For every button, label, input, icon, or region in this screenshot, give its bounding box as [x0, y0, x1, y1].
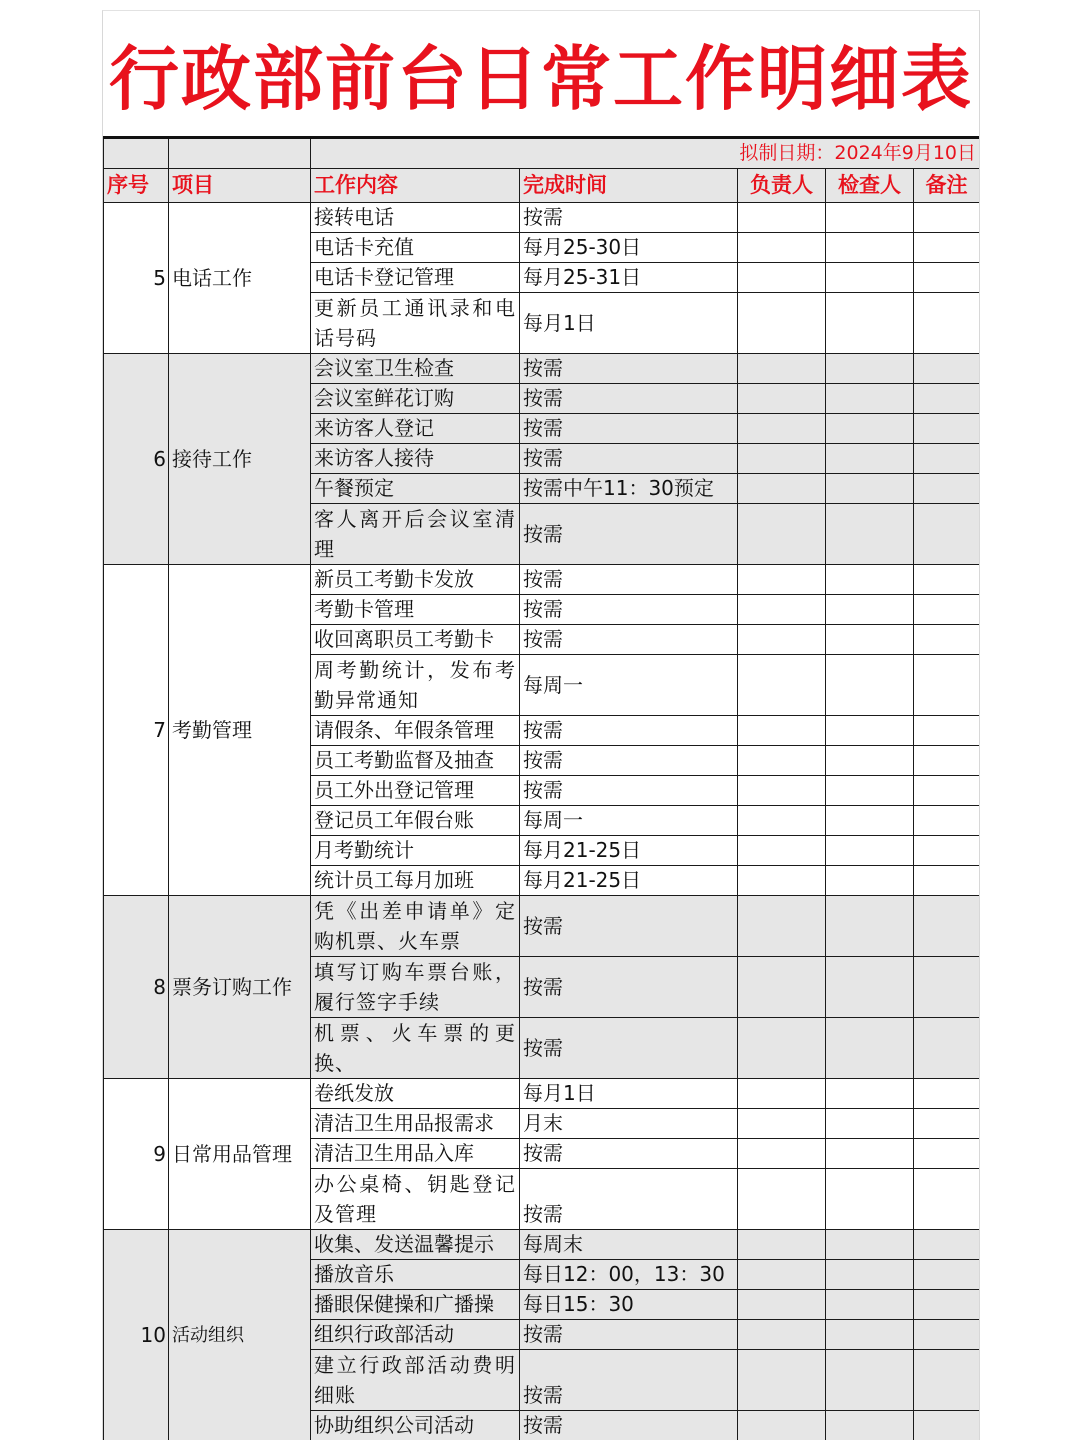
- group-name: 票务订购工作: [169, 896, 311, 1079]
- owner-cell: [738, 746, 826, 776]
- work-content-cell: 电话卡充值: [311, 233, 520, 263]
- note-cell: [914, 776, 980, 806]
- work-content-cell: 收集、发送温馨提示: [311, 1230, 520, 1260]
- note-cell: [914, 1109, 980, 1139]
- owner-cell: [738, 655, 826, 716]
- owner-cell: [738, 565, 826, 595]
- table-row: [104, 565, 980, 595]
- checker-cell: [826, 1018, 914, 1079]
- group-name: 活动组织: [169, 1230, 311, 1440]
- note-cell: [914, 203, 980, 233]
- note-cell: [914, 233, 980, 263]
- checker-cell: [826, 414, 914, 444]
- note-cell: [914, 384, 980, 414]
- checker-cell: [826, 1230, 914, 1260]
- group-seq: 8: [104, 896, 169, 1079]
- note-cell: [914, 1260, 980, 1290]
- blank-cell: [169, 138, 311, 169]
- completion-time-cell: 每月21-25日: [520, 836, 738, 866]
- completion-time-cell: 按需: [520, 414, 738, 444]
- checker-cell: [826, 384, 914, 414]
- work-content-cell: 客人离开后会议室清理: [311, 504, 520, 565]
- work-content-cell: 清洁卫生用品入库: [311, 1139, 520, 1169]
- checker-cell: [826, 203, 914, 233]
- checker-cell: [826, 625, 914, 655]
- group-seq: 10: [104, 1230, 169, 1440]
- checker-cell: [826, 293, 914, 354]
- work-content-cell: 新员工考勤卡发放: [311, 565, 520, 595]
- note-cell: [914, 1139, 980, 1169]
- completion-time-cell: 按需: [520, 354, 738, 384]
- completion-time-cell: 按需: [520, 746, 738, 776]
- owner-cell: [738, 1260, 826, 1290]
- completion-time-cell: 按需: [520, 625, 738, 655]
- work-content-cell: 考勤卡管理: [311, 595, 520, 625]
- table-row: [104, 1079, 980, 1109]
- note-cell: [914, 625, 980, 655]
- header-checker: 检查人: [826, 169, 914, 203]
- work-content-cell: 来访客人接待: [311, 444, 520, 474]
- checker-cell: [826, 474, 914, 504]
- checker-cell: [826, 866, 914, 896]
- checker-cell: [826, 565, 914, 595]
- completion-time-cell: 按需: [520, 716, 738, 746]
- owner-cell: [738, 444, 826, 474]
- completion-time-cell: 按需: [520, 1411, 738, 1440]
- owner-cell: [738, 836, 826, 866]
- checker-cell: [826, 354, 914, 384]
- work-content-cell: 登记员工年假台账: [311, 806, 520, 836]
- owner-cell: [738, 776, 826, 806]
- work-content-cell: 来访客人登记: [311, 414, 520, 444]
- note-cell: [914, 836, 980, 866]
- work-content-cell: 请假条、年假条管理: [311, 716, 520, 746]
- page-title: 行政部前台日常工作明细表: [103, 11, 979, 136]
- completion-time-cell: 每月21-25日: [520, 866, 738, 896]
- checker-cell: [826, 655, 914, 716]
- note-cell: [914, 474, 980, 504]
- note-cell: [914, 504, 980, 565]
- work-table: [103, 136, 980, 1440]
- work-content-cell: 收回离职员工考勤卡: [311, 625, 520, 655]
- group-name: 接待工作: [169, 354, 311, 565]
- completion-time-cell: 每日15：30: [520, 1290, 738, 1320]
- checker-cell: [826, 896, 914, 957]
- note-cell: [914, 1018, 980, 1079]
- header-content: 工作内容: [311, 169, 520, 203]
- completion-time-cell: 按需: [520, 595, 738, 625]
- work-content-cell: 月考勤统计: [311, 836, 520, 866]
- completion-time-cell: 按需: [520, 776, 738, 806]
- note-cell: [914, 716, 980, 746]
- completion-time-cell: 每周末: [520, 1230, 738, 1260]
- completion-time-cell: 按需: [520, 957, 738, 1018]
- owner-cell: [738, 716, 826, 746]
- table-row: [104, 354, 980, 384]
- owner-cell: [738, 1079, 826, 1109]
- owner-cell: [738, 1411, 826, 1440]
- checker-cell: [826, 1139, 914, 1169]
- work-content-cell: 组织行政部活动: [311, 1320, 520, 1350]
- completion-time-cell: 每月25-30日: [520, 233, 738, 263]
- table-row: [104, 1230, 980, 1260]
- owner-cell: [738, 504, 826, 565]
- blank-cell: [104, 138, 169, 169]
- note-cell: [914, 1411, 980, 1440]
- work-content-cell: 接转电话: [311, 203, 520, 233]
- completion-time-cell: 每月1日: [520, 1079, 738, 1109]
- completion-time-cell: 按需: [520, 384, 738, 414]
- work-content-cell: 更新员工通讯录和电话号码: [311, 293, 520, 354]
- owner-cell: [738, 414, 826, 444]
- note-cell: [914, 1230, 980, 1260]
- owner-cell: [738, 263, 826, 293]
- note-cell: [914, 1320, 980, 1350]
- owner-cell: [738, 1169, 826, 1230]
- checker-cell: [826, 1169, 914, 1230]
- completion-time-cell: 按需: [520, 565, 738, 595]
- note-cell: [914, 293, 980, 354]
- completion-time-cell: 按需: [520, 896, 738, 957]
- note-cell: [914, 866, 980, 896]
- completion-time-cell: 按需: [520, 1169, 738, 1230]
- owner-cell: [738, 233, 826, 263]
- work-content-cell: 会议室卫生检查: [311, 354, 520, 384]
- owner-cell: [738, 1320, 826, 1350]
- completion-time-cell: 按需: [520, 504, 738, 565]
- note-cell: [914, 595, 980, 625]
- group-name: 考勤管理: [169, 565, 311, 896]
- owner-cell: [738, 595, 826, 625]
- group-name: 电话工作: [169, 203, 311, 354]
- checker-cell: [826, 504, 914, 565]
- checker-cell: [826, 957, 914, 1018]
- completion-time-cell: 按需: [520, 1018, 738, 1079]
- group-seq: 9: [104, 1079, 169, 1230]
- group-name: 日常用品管理: [169, 1079, 311, 1230]
- owner-cell: [738, 1290, 826, 1320]
- group-seq: 5: [104, 203, 169, 354]
- checker-cell: [826, 1260, 914, 1290]
- work-content-cell: 周考勤统计，发布考勤异常通知: [311, 655, 520, 716]
- work-content-cell: 播放音乐: [311, 1260, 520, 1290]
- checker-cell: [826, 1411, 914, 1440]
- work-content-cell: 凭《出差申请单》定购机票、火车票: [311, 896, 520, 957]
- header-item: 项目: [169, 169, 311, 203]
- checker-cell: [826, 746, 914, 776]
- work-content-cell: 清洁卫生用品报需求: [311, 1109, 520, 1139]
- checker-cell: [826, 1079, 914, 1109]
- checker-cell: [826, 263, 914, 293]
- completion-time-cell: 按需: [520, 444, 738, 474]
- note-cell: [914, 1079, 980, 1109]
- checker-cell: [826, 1350, 914, 1411]
- note-cell: [914, 263, 980, 293]
- completion-time-cell: 月末: [520, 1109, 738, 1139]
- work-content-cell: 办公桌椅、钥匙登记及管理: [311, 1169, 520, 1230]
- note-cell: [914, 957, 980, 1018]
- checker-cell: [826, 836, 914, 866]
- owner-cell: [738, 1139, 826, 1169]
- spreadsheet-sheet: [102, 10, 980, 1440]
- date-row: [104, 138, 980, 169]
- note-cell: [914, 414, 980, 444]
- owner-cell: [738, 806, 826, 836]
- owner-cell: [738, 384, 826, 414]
- work-content-cell: 会议室鲜花订购: [311, 384, 520, 414]
- work-content-cell: 播眼保健操和广播操: [311, 1290, 520, 1320]
- owner-cell: [738, 1109, 826, 1139]
- work-content-cell: 建立行政部活动费明细账: [311, 1350, 520, 1411]
- completion-time-cell: 按需: [520, 203, 738, 233]
- work-content-cell: 填写订购车票台账，履行签字手续: [311, 957, 520, 1018]
- note-cell: [914, 444, 980, 474]
- note-cell: [914, 746, 980, 776]
- owner-cell: [738, 625, 826, 655]
- work-content-cell: 机票、火车票的更换、: [311, 1018, 520, 1079]
- header-seq: 序号: [104, 169, 169, 203]
- note-cell: [914, 1350, 980, 1411]
- completion-time-cell: 每日12：00，13：30: [520, 1260, 738, 1290]
- owner-cell: [738, 896, 826, 957]
- checker-cell: [826, 716, 914, 746]
- completion-time-cell: 按需: [520, 1350, 738, 1411]
- checker-cell: [826, 233, 914, 263]
- checker-cell: [826, 1320, 914, 1350]
- note-cell: [914, 1290, 980, 1320]
- owner-cell: [738, 866, 826, 896]
- header-note: 备注: [914, 169, 980, 203]
- completion-time-cell: 按需: [520, 1320, 738, 1350]
- owner-cell: [738, 203, 826, 233]
- work-content-cell: 午餐预定: [311, 474, 520, 504]
- table-row: [104, 896, 980, 957]
- completion-time-cell: 按需: [520, 1139, 738, 1169]
- note-cell: [914, 354, 980, 384]
- checker-cell: [826, 1109, 914, 1139]
- completion-time-cell: 每周一: [520, 806, 738, 836]
- work-content-cell: 卷纸发放: [311, 1079, 520, 1109]
- work-content-cell: 员工考勤监督及抽查: [311, 746, 520, 776]
- work-content-cell: 员工外出登记管理: [311, 776, 520, 806]
- group-seq: 6: [104, 354, 169, 565]
- header-time: 完成时间: [520, 169, 738, 203]
- checker-cell: [826, 1290, 914, 1320]
- owner-cell: [738, 957, 826, 1018]
- work-content-cell: 电话卡登记管理: [311, 263, 520, 293]
- owner-cell: [738, 354, 826, 384]
- completion-time-cell: 按需中午11：30预定: [520, 474, 738, 504]
- work-content-cell: 协助组织公司活动: [311, 1411, 520, 1440]
- note-cell: [914, 896, 980, 957]
- work-content-cell: 统计员工每月加班: [311, 866, 520, 896]
- owner-cell: [738, 1018, 826, 1079]
- completion-time-cell: 每月25-31日: [520, 263, 738, 293]
- completion-time-cell: 每周一: [520, 655, 738, 716]
- header-row: [104, 169, 980, 203]
- date-label: 拟制日期：2024年9月10日: [311, 138, 980, 169]
- completion-time-cell: 每月1日: [520, 293, 738, 354]
- note-cell: [914, 565, 980, 595]
- note-cell: [914, 806, 980, 836]
- header-owner: 负责人: [738, 169, 826, 203]
- owner-cell: [738, 474, 826, 504]
- owner-cell: [738, 1230, 826, 1260]
- checker-cell: [826, 595, 914, 625]
- group-seq: 7: [104, 565, 169, 896]
- table-row: [104, 203, 980, 233]
- note-cell: [914, 1169, 980, 1230]
- checker-cell: [826, 776, 914, 806]
- checker-cell: [826, 806, 914, 836]
- checker-cell: [826, 444, 914, 474]
- owner-cell: [738, 1350, 826, 1411]
- owner-cell: [738, 293, 826, 354]
- note-cell: [914, 655, 980, 716]
